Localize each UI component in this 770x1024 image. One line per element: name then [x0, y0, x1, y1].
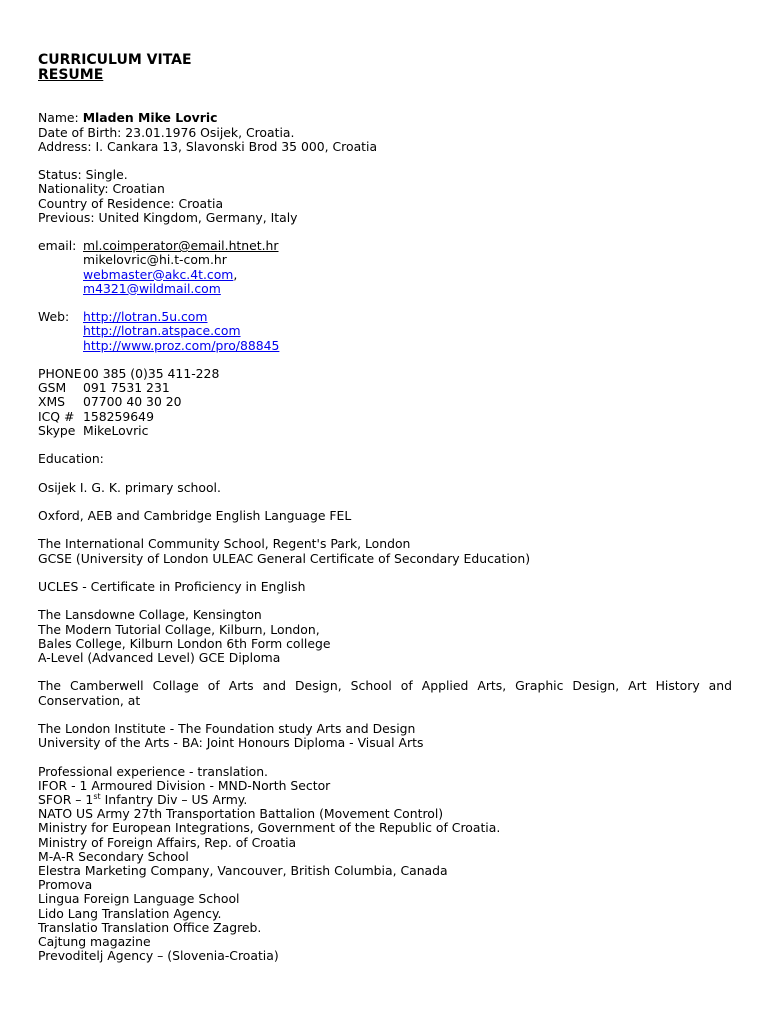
education-modern: The Modern Tutorial Collage, Kilburn, London,: [38, 621, 320, 637]
contact-row: [38, 381, 732, 395]
cv-content: [38, 53, 732, 963]
experience-item: Elestra Marketing Company, Vancouver, British Columbia, Canada: [38, 862, 448, 878]
xms-value: 07700 40 30 20: [83, 394, 182, 410]
phone-value: 00 385 (0)35 411-228: [83, 365, 220, 381]
education-bales: Bales College, Kilburn London 6th Form college: [38, 635, 331, 651]
phone-label: PHONE: [38, 365, 82, 381]
education-ics: The International Community School, Regent's Park, London: [38, 536, 411, 552]
web-label: Web:: [38, 309, 70, 325]
experience-item: Prevoditelj Agency – (Slovenia-Croatia): [38, 948, 279, 964]
personal-section: [38, 111, 732, 154]
name-value: Mladen Mike Lovric: [82, 110, 218, 126]
name-line: [38, 111, 732, 125]
email-label: email:: [38, 238, 77, 254]
skype-value: MikeLovric: [83, 422, 149, 438]
email-link-1[interactable]: ml.coimperator@email.htnet.hr: [83, 238, 279, 254]
document-title: CURRICULUM VITAE: [38, 52, 192, 68]
education-primary: Osijek I. G. K. primary school.: [38, 479, 221, 495]
experience-heading: Professional experience - translation.: [38, 763, 268, 779]
experience-item: Translatio Translation Office Zagreb.: [38, 919, 262, 935]
experience-item: Promova: [38, 877, 93, 893]
experience-item: NATO US Army 27th Transportation Battalion (Movement Control): [38, 806, 444, 822]
web-section: [38, 310, 732, 353]
residence-line: Country of Residence: Croatia: [38, 195, 224, 211]
experience-sfor: SFOR – 1st Infantry Div – US Army.: [38, 791, 248, 807]
contact-row: [38, 424, 732, 438]
education-lansdowne: The Lansdowne Collage, Kensington: [38, 607, 262, 623]
contact-row: [38, 410, 732, 424]
name-label: Name:: [38, 110, 79, 126]
experience-item: Ministry for European Integrations, Government of the Republic of Croatia.: [38, 820, 501, 836]
web-link-3[interactable]: http://www.proz.com/pro/88845: [83, 337, 280, 353]
previous-line: Previous: United Kingdom, Germany, Italy: [38, 209, 298, 225]
dob-line: Date of Birth: 23.01.1976 Osijek, Croatia.: [38, 124, 295, 140]
experience-section: [38, 765, 732, 964]
icq-label: ICQ #: [38, 408, 75, 424]
document-subtitle: RESUME: [38, 67, 104, 83]
education-camberwell: The Camberwell Collage of Arts and Design, School of Applied Arts, Graphic Design, Art History and Conservation, at: [38, 678, 732, 708]
email-link-3[interactable]: webmaster@akc.4t.com: [83, 266, 234, 282]
experience-item: Lingua Foreign Language School: [38, 891, 240, 907]
education-gcse: GCSE (University of London ULEAC General Certificate of Secondary Education): [38, 550, 531, 566]
education-fel: Oxford, AEB and Cambridge English Language FEL: [38, 507, 352, 523]
education-ual: University of the Arts - BA: Joint Honours Diploma - Visual Arts: [38, 735, 424, 751]
icq-value: 158259649: [83, 408, 154, 424]
education-institute: The London Institute - The Foundation study Arts and Design: [38, 720, 416, 736]
contact-row: [38, 395, 732, 409]
experience-item: Ministry of Foreign Affairs, Rep. of Croatia: [38, 834, 297, 850]
education-heading: Education:: [38, 451, 104, 467]
contacts-section: [38, 367, 732, 438]
status-line: Status: Single.: [38, 167, 128, 183]
education-section: [38, 452, 732, 679]
education-alevel: A-Level (Advanced Level) GCE Diploma: [38, 649, 281, 665]
education-ucles: UCLES - Certificate in Proficiency in English: [38, 578, 306, 594]
web-link-2[interactable]: http://lotran.atspace.com: [83, 323, 241, 339]
email-text-2: mikelovric@hi.t-com.hr: [83, 252, 227, 268]
experience-item: M-A-R Secondary School: [38, 848, 189, 864]
email-comma: ,: [233, 266, 238, 282]
nationality-line: Nationality: Croatian: [38, 181, 165, 197]
experience-item: Cajtung magazine: [38, 933, 151, 949]
web-link-1[interactable]: http://lotran.5u.com: [83, 309, 208, 325]
status-section: [38, 168, 732, 225]
address-line: Address: I. Cankara 13, Slavonski Brod 35 000, Croatia: [38, 138, 378, 154]
email-link-4[interactable]: m4321@wildmail.com: [83, 280, 221, 296]
experience-ifor: IFOR - 1 Armoured Division - MND-North Sector: [38, 777, 331, 793]
contact-row: [38, 367, 732, 381]
experience-item: Lido Lang Translation Agency.: [38, 905, 222, 921]
gsm-value: 091 7531 231: [83, 380, 170, 396]
skype-label: Skype: [38, 422, 76, 438]
email-section: [38, 239, 732, 296]
gsm-label: GSM: [38, 380, 67, 396]
xms-label: XMS: [38, 394, 66, 410]
